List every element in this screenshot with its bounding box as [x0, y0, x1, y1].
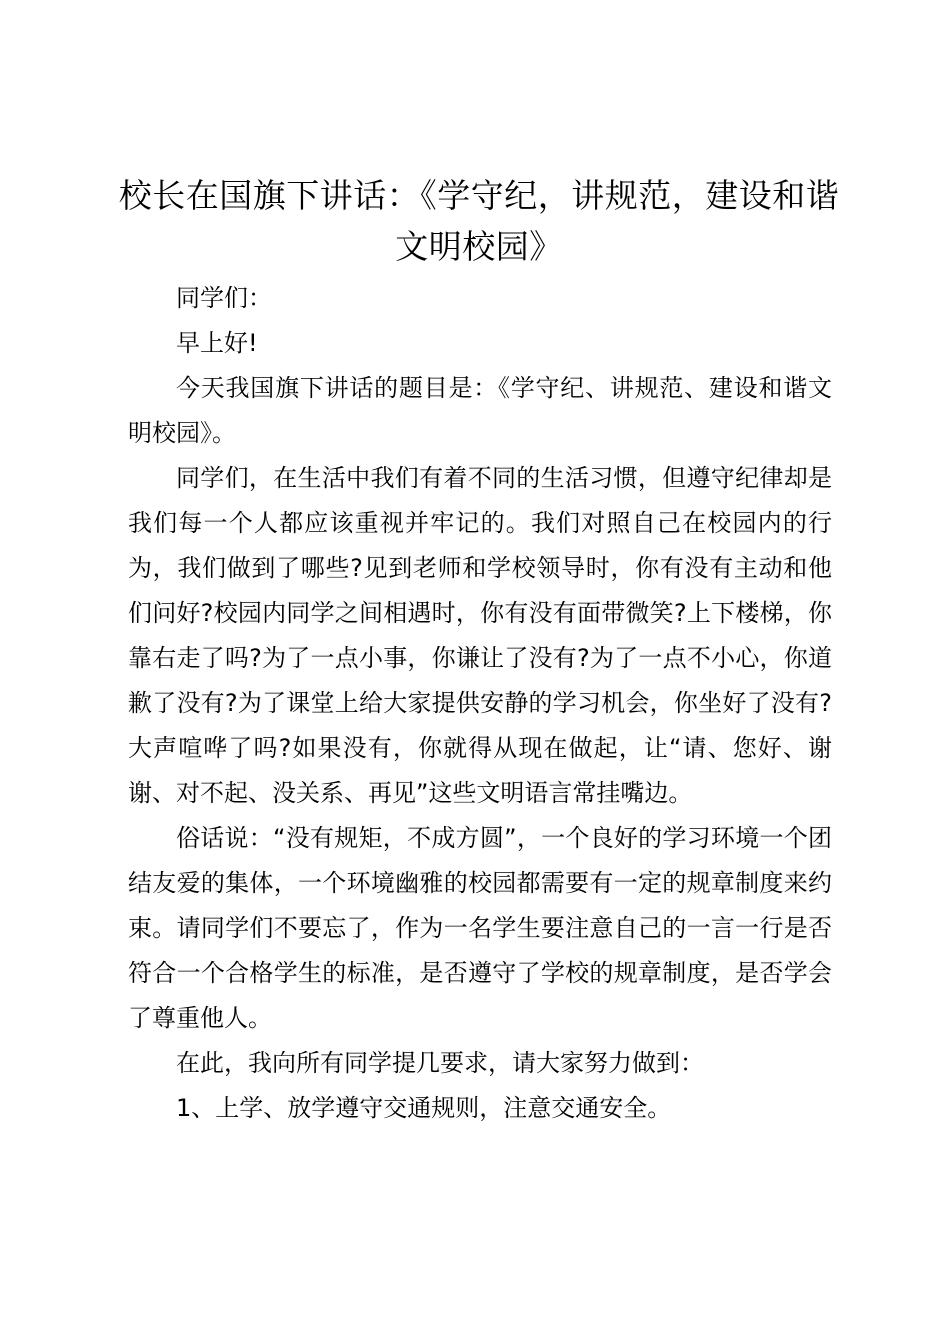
document-title: 校长在国旗下讲话：《学守纪，讲规范，建设和谐文明校园》	[118, 176, 840, 266]
discipline-paragraph: 同学们，在生活中我们有着不同的生活习惯，但遵守纪律却是我们每一个人都应该重视并牢记的。我们对照自己在校园内的行为，我们做到了哪些?见到老师和学校领导时，你有没有主动和他们问好?校园内同学之间相遇时，你有没有面带微笑?上下楼梯，你靠右走了吗?为了一点小事，你谦让了没有?为了一点不小心，你道歉了没有?为了课堂上给大家提供安静的学习机会，你坐好了没有?大声喧哗了吗?如果没有，你就得从现在做起，让“请、您好、谢谢、对不起、没关系、再见”这些文明语言常挂嘴边。	[128, 464, 832, 807]
topic-paragraph: 今天我国旗下讲话的题目是：《学守纪、讲规范、建设和谐文明校园》。	[128, 374, 832, 447]
morning-greeting-paragraph: 早上好!	[176, 329, 258, 357]
requirement-item-1: 1、上学、放学遵守交通规则，注意交通安全。	[176, 1094, 672, 1122]
document-body	[128, 276, 832, 1131]
rules-paragraph: 俗话说：“没有规矩，不成方圆”，一个良好的学习环境一个团结友爱的集体，一个环境幽雅的校园都需要有一定的规章制度来约束。请同学们不要忘了，作为一名学生要注意自己的一言一行是否符合一个合格学生的标准，是否遵守了学校的规章制度，是否学会了尊重他人。	[128, 824, 832, 1032]
requirements-intro-paragraph: 在此，我向所有同学提几要求，请大家努力做到：	[176, 1049, 704, 1077]
greeting-paragraph: 同学们：	[176, 284, 272, 312]
